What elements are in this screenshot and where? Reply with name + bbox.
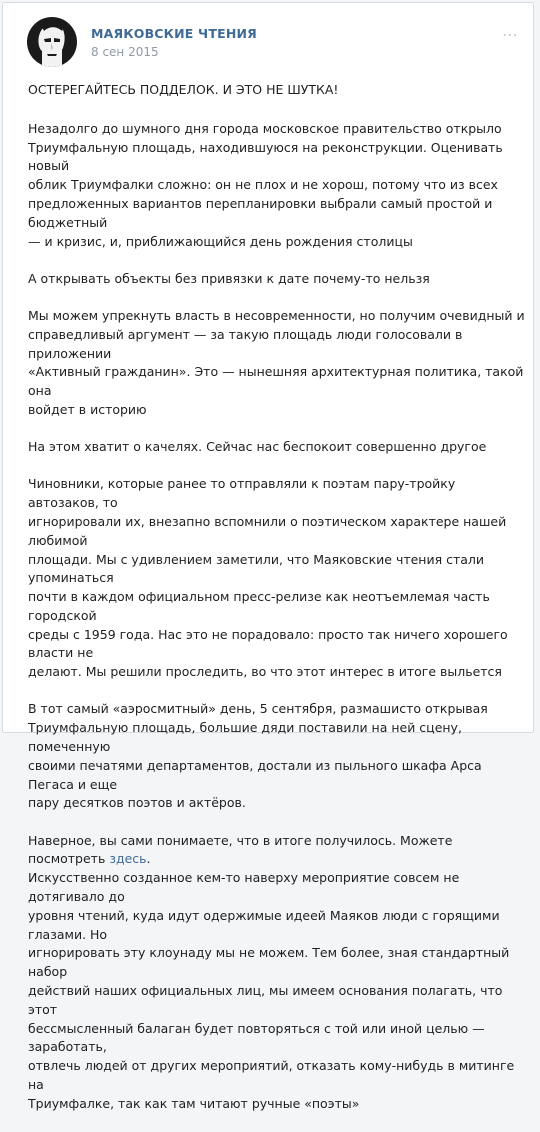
- post-paragraph: На этом хватит о качелях. Сейчас нас беспокоит совершенно другое: [28, 439, 487, 455]
- post-paragraph: В тот самый «аэросмитный» день, 5 сентября, размашисто открывая Триумфальную площадь, большие дяди поставили на ней сцену, помеченную своими печатями департаментов, достали из пыльного шкафа Арса Пегаса и еще пару десятков поэтов и актёров.: [28, 701, 488, 811]
- post-card: [2, 2, 534, 1111]
- post-paragraph-with-link: [28, 832, 528, 1114]
- post-date[interactable]: 8 сен 2015: [91, 45, 159, 59]
- post-paragraph: А открывать объекты без привязки к дате почему-то нельзя: [28, 270, 430, 286]
- paragraph-text: . Искусственно созданное кем-то наверху мероприятие совсем не дотягивало до уровня чтений, куда идут одержимые идеей Маяков люди с горящими глазами. Но игнорировать эту клоунаду мы не можем. Тем более, зная стандартный набор действий наших официальных лиц, мы имеем основания полагать, что этот бессмысленный балаган будет повторяться с той или иной целью — заработать, отвлечь людей от других мероприятий, отказать кому-нибудь в митинге на Триумфалке, так как там читают ручные «поэты»: [28, 851, 515, 1111]
- post-paragraph: Мы можем упрекнуть власть в несовременности, но получим очевидный и справедливый аргумент — за такую площадь люди голосовали в приложении «Активный гражданин». Это — нынешняя архитектурная политика, такой она войдет в историю: [28, 307, 525, 417]
- here-link[interactable]: здесь: [109, 851, 147, 867]
- post-paragraph: Незадолго до шумного дня города московское правительство открыло Триумфальную площадь, находившуюся на реконструкции. Оценивать новый облик Триумфалки сложно: он не плох и не хорош, потому что из всех предложенных вариантов перепланировки выбрали самый простой и бюджетный — и кризис, и, приближающийся день рождения столицы: [28, 120, 503, 249]
- more-options-icon[interactable]: ⋯: [502, 25, 519, 44]
- author-name[interactable]: МАЯКОВСКИЕ ЧТЕНИЯ: [91, 26, 257, 41]
- avatar[interactable]: [27, 17, 77, 67]
- post-paragraph: Чиновники, которые ранее то отправляли к поэтам пару-тройку автозаков, то игнорировали их, внезапно вспомнили о поэтическом характере нашей любимой площади. Мы с удивлением заметили, что Маяковские чтения стали упоминаться почти в каждом официальном пресс-релизе как неотъемлемая часть городской среды с 1959 года. Нас это не порадовало: просто так ничего хорошего власти не делают. Мы решили проследить, во что этот интерес в итоге выльется: [28, 476, 508, 680]
- mayakovsky-portrait-icon: [27, 17, 77, 67]
- paragraph-text: Наверное, вы сами понимаете, что в итоге получилось. Можете посмотреть: [28, 832, 453, 867]
- post-title: ОСТЕРЕГАЙТЕСЬ ПОДДЕЛОК. И ЭТО НЕ ШУТКА!: [28, 82, 339, 97]
- post-body: [28, 81, 528, 1132]
